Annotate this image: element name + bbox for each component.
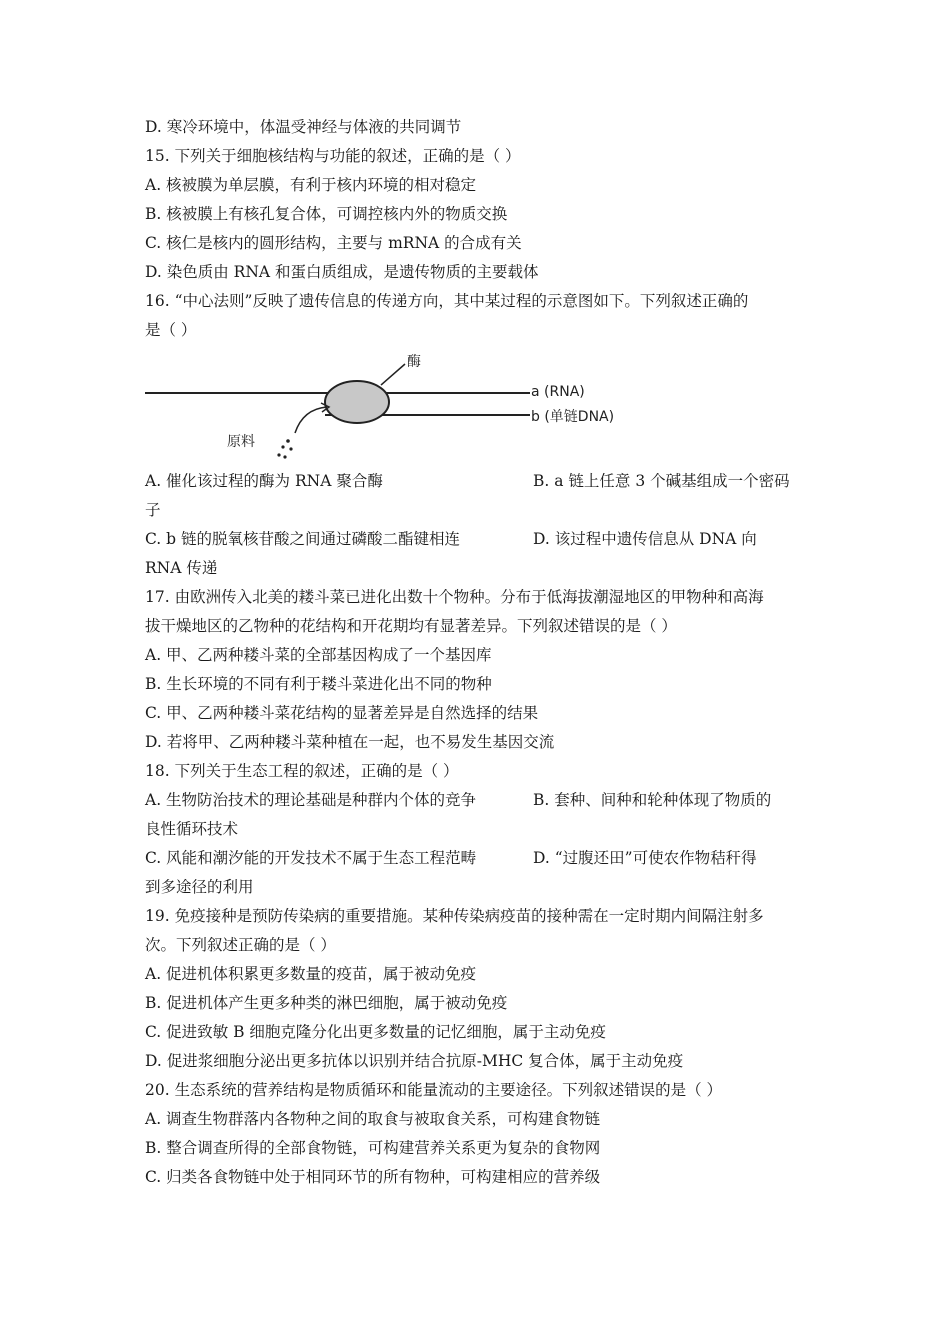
question-16 (145, 287, 815, 583)
q16-option-b: B. a 链上任意 3 个碱基组成一个密码 (533, 472, 790, 490)
q17-option-c: C. 甲、乙两种耧斗菜花结构的显著差异是自然选择的结果 (145, 704, 539, 722)
q18-option-d-cont: 到多途径的利用 (145, 878, 254, 896)
q18-option-b: B. 套种、间种和轮种体现了物质的 (533, 791, 772, 809)
q16-options-cd (145, 525, 815, 554)
enzyme-label: 酶 (407, 354, 421, 370)
transcription-diagram (145, 351, 815, 463)
q16-option-c: C. b 链的脱氧核苷酸之间通过磷酸二酯键相连 (145, 530, 461, 548)
q15-option-d: D. 染色质由 RNA 和蛋白质组成，是遗传物质的主要载体 (145, 263, 539, 281)
q18-option-b-cont: 良性循环技术 (145, 820, 239, 838)
q18-stem: 18. 下列关于生态工程的叙述，正确的是（ ） (145, 762, 459, 780)
enzyme-pointer-line (381, 364, 405, 385)
q16-option-b-cont: 子 (145, 501, 161, 519)
q17-option-b: B. 生长环境的不同有利于耧斗菜进化出不同的物种 (145, 675, 492, 693)
q18-option-a: A. 生物防治技术的理论基础是种群内个体的竞争 (145, 791, 477, 809)
strand-b-label: b (单链DNA) (531, 409, 615, 425)
q16-stem-line2: 是（ ） (145, 321, 197, 339)
q20-stem: 20. 生态系统的营养结构是物质循环和能量流动的主要途径。下列叙述错误的是（ ） (145, 1081, 723, 1099)
q18-option-c: C. 风能和潮汐能的开发技术不属于生态工程范畴 (145, 849, 477, 867)
q18-options-cd (145, 844, 815, 873)
nucleotide-dots (277, 439, 292, 458)
q19-stem-line1: 19. 免疫接种是预防传染病的重要措施。某种传染病疫苗的接种需在一定时期内间隔注射多 (145, 907, 764, 925)
q17-option-d: D. 若将甲、乙两种耧斗菜种植在一起，也不易发生基因交流 (145, 733, 555, 751)
enzyme-ellipse (325, 381, 389, 423)
q15-option-c: C. 核仁是核内的圆形结构，主要与 mRNA 的合成有关 (145, 234, 522, 252)
q18-option-d: D. “过腹还田”可使农作物秸秆得 (533, 849, 757, 867)
q16-option-a: A. 催化该过程的酶为 RNA 聚合酶 (145, 472, 383, 490)
question-18 (145, 757, 815, 902)
q19-option-d: D. 促进浆细胞分泌出更多抗体以识别并结合抗原-MHC 复合体，属于主动免疫 (145, 1052, 684, 1070)
q16-option-d: D. 该过程中遗传信息从 DNA 向 (533, 530, 757, 548)
q16-option-d-cont: RNA 传递 (145, 559, 218, 577)
q15-option-a: A. 核被膜为单层膜，有利于核内环境的相对稳定 (145, 176, 477, 194)
q15-stem: 15. 下列关于细胞核结构与功能的叙述，正确的是（ ） (145, 147, 521, 165)
q16-stem-line1: 16. “中心法则”反映了遗传信息的传递方向，其中某过程的示意图如下。下列叙述正确的 (145, 292, 749, 310)
q19-option-b: B. 促进机体产生更多种类的淋巴细胞，属于被动免疫 (145, 994, 508, 1012)
material-arrow-curve (295, 407, 327, 433)
q17-option-a: A. 甲、乙两种耧斗菜的全部基因构成了一个基因库 (145, 646, 492, 664)
question-17 (145, 583, 815, 757)
raw-material-label: 原料 (227, 434, 255, 450)
q20-option-a: A. 调查生物群落内各物种之间的取食与被取食关系，可构建食物链 (145, 1110, 601, 1128)
q17-stem-line1: 17. 由欧洲传入北美的耧斗菜已进化出数十个物种。分布于低海拔潮湿地区的甲物种和高海 (145, 588, 764, 606)
prev-option-d: D. 寒冷环境中，体温受神经与体液的共同调节 (145, 118, 462, 136)
q20-option-b: B. 整合调查所得的全部食物链，可构建营养关系更为复杂的食物网 (145, 1139, 601, 1157)
q17-stem-line2: 拔干燥地区的乙物种的花结构和开花期均有显著差异。下列叙述错误的是（ ） (145, 617, 677, 635)
question-content (145, 113, 815, 1192)
strand-a-label: a (RNA) (531, 384, 585, 400)
question-15 (145, 142, 815, 287)
q16-options-ab (145, 467, 815, 496)
question-20 (145, 1076, 815, 1192)
q18-options-ab (145, 786, 815, 815)
q19-option-c: C. 促进致敏 B 细胞克隆分化出更多数量的记忆细胞，属于主动免疫 (145, 1023, 606, 1041)
question-19 (145, 902, 815, 1076)
q20-option-c: C. 归类各食物链中处于相同环节的所有物种，可构建相应的营养级 (145, 1168, 601, 1186)
q19-stem-line2: 次。下列叙述正确的是（ ） (145, 936, 336, 954)
q19-option-a: A. 促进机体积累更多数量的疫苗，属于被动免疫 (145, 965, 477, 983)
q15-option-b: B. 核被膜上有核孔复合体，可调控核内外的物质交换 (145, 205, 508, 223)
